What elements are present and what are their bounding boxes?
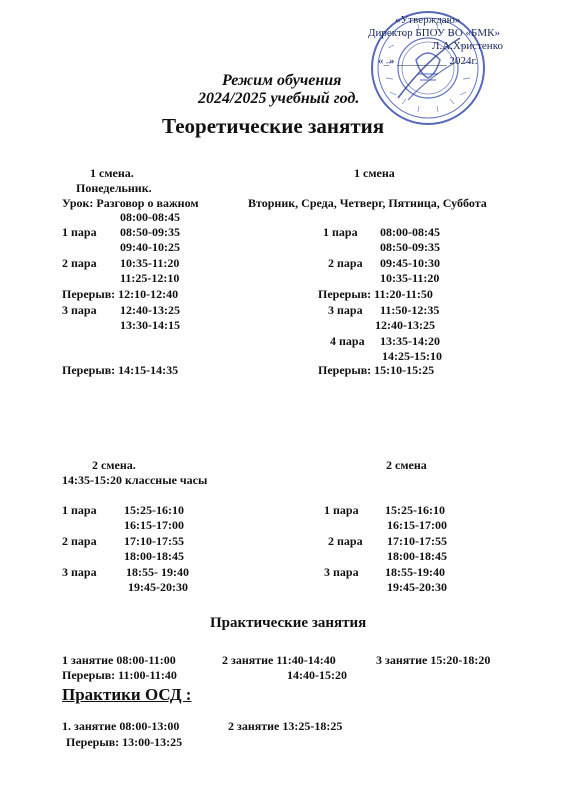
shift1-right-p3-label: 3 пара [328,303,363,317]
approval-line-2: Директор БПОУ ВО «БМК» [368,27,500,39]
osd-title: Практики ОСД : [62,685,192,704]
shift2-right-p1-time-b: 16:15-17:00 [387,518,447,532]
shift1-left-p2-time-a: 10:35-11:20 [120,256,180,270]
shift2-left-p1-label: 1 пара [62,503,97,517]
shift1-left-title: 1 смена. [90,166,134,180]
shift1-right-p2-time-b: 10:35-11:20 [380,271,440,285]
shift1-left-p2-time-b: 11:25-12:10 [120,271,180,285]
practical-break-2: 14:40-15:20 [287,668,347,682]
osd-session-2: 2 занятие 13:25-18:25 [228,719,343,733]
shift1-left-p1-time-b: 09:40-10:25 [120,240,180,254]
approval-line-4: «_» _________ 2024г. [378,55,478,67]
shift1-right-days: Вторник, Среда, Четверг, Пятница, Суббота [248,196,487,210]
shift1-right-p3-time-a: 11:50-12:35 [380,303,440,317]
practical-title: Практические занятия [210,615,367,631]
shift2-left-p2-time-b: 18:00-18:45 [124,549,184,563]
shift2-right-p2-time-a: 17:10-17:55 [387,534,447,548]
shift1-right-p1-time-a: 08:00-08:45 [380,225,440,239]
practical-session-1: 1 занятие 08:00-11:00 [62,653,176,667]
shift2-right-p1-time-a: 15:25-16:10 [385,503,445,517]
shift2-left-p3-label: 3 пара [62,565,97,579]
shift2-left-p3-time-a: 18:55- 19:40 [126,565,189,579]
shift1-right-break1: Перерыв: 11:20-11:50 [318,287,433,301]
shift2-left-p2-label: 2 пара [62,534,97,548]
shift1-left-day: Понедельник. [76,181,152,195]
shift1-left-p1-time-a: 08:50-09:35 [120,225,180,239]
shift1-right-p3-time-b: 12:40-13:25 [375,318,435,332]
shift2-left-class-hours: 14:35-15:20 классные часы [62,473,208,487]
shift1-right-title: 1 смена [354,166,395,180]
shift1-left-p2-label: 2 пара [62,256,97,270]
shift1-left-break2: Перерыв: 14:15-14:35 [62,363,179,377]
shift1-right-p4-label: 4 пара [330,334,365,348]
shift1-left-lesson-time: 08:00-08:45 [120,210,180,224]
shift2-right-p3-time-a: 18:55-19:40 [385,565,445,579]
shift1-right-p2-time-a: 09:45-10:30 [380,256,440,270]
shift2-left-title: 2 смена. [92,458,136,472]
shift2-left-p1-time-a: 15:25-16:10 [124,503,184,517]
subtitle-year: 2024/2025 учебный год. [198,90,360,107]
shift2-right-p3-time-b: 19:45-20:30 [387,580,447,594]
shift1-right-p1-label: 1 пара [323,225,358,239]
shift2-left-p3-time-b: 19:45-20:30 [128,580,188,594]
shift1-right-p1-time-b: 08:50-09:35 [380,240,440,254]
shift1-right-break2: Перерыв: 15:10-15:25 [318,363,435,377]
osd-break: Перерыв: 13:00-13:25 [66,735,183,749]
shift1-right-p4-time-b: 14:25-15:10 [382,349,442,363]
shift1-left-p3-label: 3 пара [62,303,97,317]
approval-line-3: Л.А.Христенко [432,40,503,52]
approval-line-1: «Утверждаю» [395,14,461,26]
shift2-right-p2-time-b: 18:00-18:45 [387,549,447,563]
practical-session-2: 2 занятие 11:40-14:40 [222,653,336,667]
shift1-left-p3-time-b: 13:30-14:15 [120,318,180,332]
shift1-left-break1: Перерыв: 12:10-12:40 [62,287,179,301]
shift2-right-p2-label: 2 пара [328,534,363,548]
shift1-left-lesson: Урок: Разговор о важном [62,196,199,210]
osd-session-1: 1. занятие 08:00-13:00 [62,719,180,733]
shift1-left-p3-time-a: 12:40-13:25 [120,303,180,317]
shift2-right-p1-label: 1 пара [324,503,359,517]
shift1-right-p4-time-a: 13:35-14:20 [380,334,440,348]
shift2-right-p3-label: 3 пара [324,565,359,579]
shift1-right-p2-label: 2 пара [328,256,363,270]
page-title: Теоретические занятия [162,114,385,138]
subtitle-regime: Режим обучения [222,72,342,89]
practical-session-3: 3 занятие 15:20-18:20 [376,653,491,667]
shift2-left-p1-time-b: 16:15-17:00 [124,518,184,532]
shift2-right-title: 2 смена [386,458,427,472]
practical-break-1: Перерыв: 11:00-11:40 [62,668,177,682]
shift1-left-p1-label: 1 пара [62,225,97,239]
shift2-left-p2-time-a: 17:10-17:55 [124,534,184,548]
